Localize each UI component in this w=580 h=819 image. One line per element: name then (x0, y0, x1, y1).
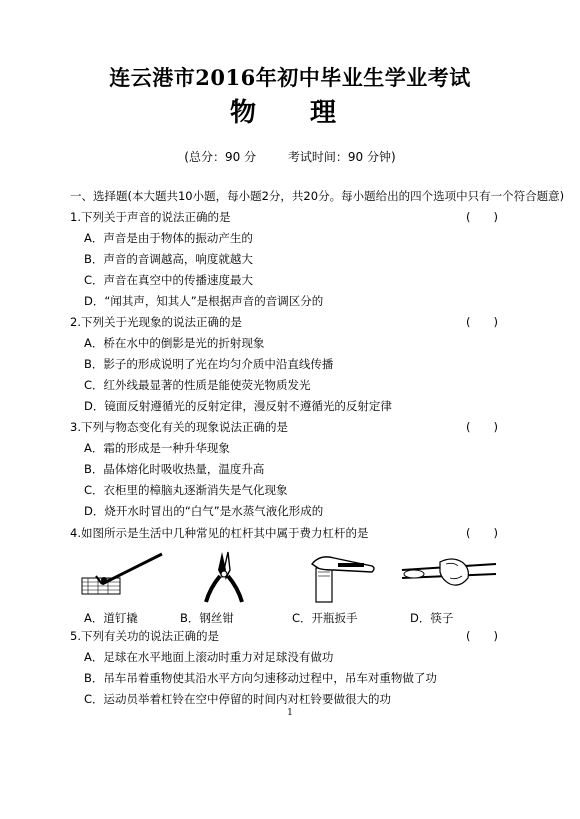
question-1-option-c: C．声音在真空中的传播速度最大 (84, 273, 254, 287)
question-5-stem: 5.下列有关功的说法正确的是 (70, 629, 219, 643)
question-2-option-d: D．镜面反射遵循光的反射定律，漫反射不遵循光的反射定律 (84, 399, 392, 413)
spike-lever-icon (80, 548, 165, 604)
total-score: (总分：90 分 (184, 150, 257, 164)
bottle-opener-icon (308, 548, 378, 604)
question-4-stem: 4.如图所示是生活中几种常见的杠杆其中属于费力杠杆的是 (70, 526, 369, 540)
question-2-option-b: B．影子的形成说明了光在均匀介质中沿直线传播 (84, 357, 334, 371)
lever-figures (80, 548, 500, 604)
question-5-option-c: C．运动员举着杠铃在空中停留的时间内对杠铃要做很大的功 (84, 692, 392, 706)
section-heading: 一、选择题(本大题共10小题，每小题2分，共20分。每小题给出的四个选项中只有一个符合题意) (70, 189, 565, 203)
exam-info (0, 148, 580, 165)
question-4-option-a: A．道钉撬 (84, 611, 138, 625)
question-4-option-d: D．筷子 (410, 611, 454, 625)
question-5-option-b: B．吊车吊着重物使其沿水平方向匀速移动过程中，吊车对重物做了功 (84, 671, 437, 685)
page-number: 1 (287, 708, 293, 718)
exam-title: 连云港市2016年初中毕业生学业考试 (109, 65, 471, 90)
question-5-option-a: A．足球在水平地面上滚动时重力对足球没有做功 (84, 650, 334, 664)
exam-time: 考试时间：90 分钟) (287, 150, 396, 164)
question-3-option-a: A．霜的形成是一种升华现象 (84, 441, 230, 455)
subject-title: 物 理 (229, 98, 350, 128)
question-1-option-a: A．声音是由于物体的振动产生的 (84, 231, 253, 245)
question-1-option-b: B．声音的音调越高，响度就越大 (84, 252, 253, 266)
question-3-answer: ( ) (466, 420, 498, 434)
question-1-answer: ( ) (466, 210, 498, 224)
chopsticks-icon (400, 548, 500, 604)
question-1-stem: 1.下列关于声音的说法正确的是 (70, 210, 231, 224)
question-2-answer: ( ) (466, 315, 498, 329)
question-4-answer: ( ) (466, 526, 498, 540)
question-4-option-b: B．钢丝钳 (180, 611, 234, 625)
question-3-option-b: B．晶体熔化时吸收热量，温度升高 (84, 462, 265, 476)
question-5-answer: ( ) (466, 629, 498, 643)
question-4-option-c: C．开瓶扳手 (292, 611, 358, 625)
question-2-stem: 2.下列关于光现象的说法正确的是 (70, 315, 242, 329)
wire-pliers-icon (200, 548, 250, 604)
question-3-stem: 3.下列与物态变化有关的现象说法正确的是 (70, 420, 288, 434)
question-2-option-c: C．红外线最显著的性质是能使荧光物质发光 (84, 378, 311, 392)
question-3-option-d: D．烧开水时冒出的“白气”是水蒸气液化形成的 (84, 504, 324, 518)
question-3-option-c: C．衣柜里的樟脑丸逐渐消失是气化现象 (84, 483, 288, 497)
question-1-option-d: D．“闻其声，知其人”是根据声音的音调区分的 (84, 294, 324, 308)
question-2-option-a: A．桥在水中的倒影是光的折射现象 (84, 336, 265, 350)
